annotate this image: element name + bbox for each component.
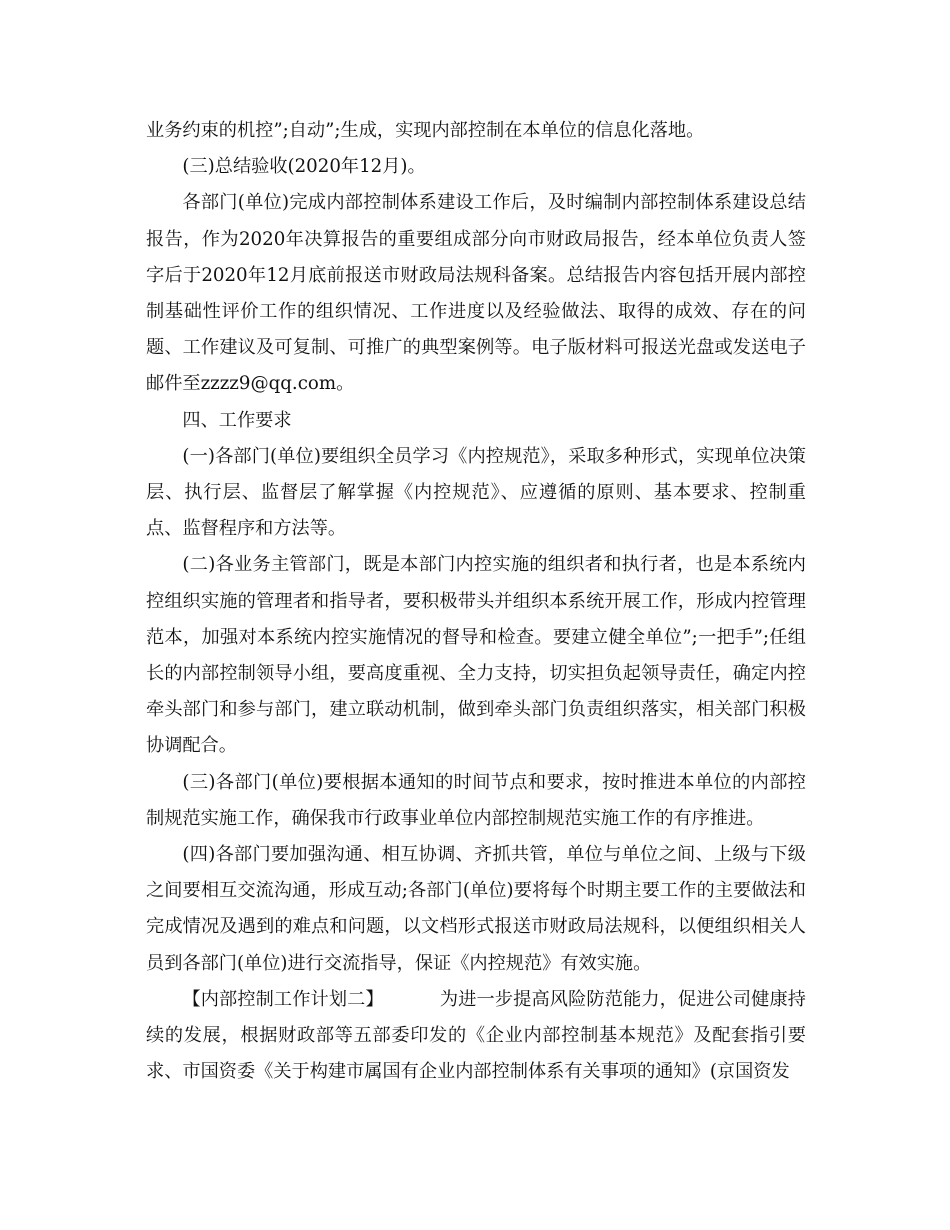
paragraph-requirement-1: (一)各部门(单位)要组织全员学习《内控规范》，采取多种形式，实现单位决策层、执行层、监督层了解掌握《内控规范》、应遵循的原则、基本要求、控制重点、监督程序和方法等。 xyxy=(146,445,806,540)
paragraph-requirement-3: (三)各部门(单位)要根据本通知的时间节点和要求，按时推进本单位的内部控制规范实施工作，确保我市行政事业单位内部控制规范实施工作的有序推进。 xyxy=(146,771,806,829)
paragraph-continuation: 业务约束的机控”;自动”;生成，实现内部控制在本单位的信息化落地。 xyxy=(146,120,705,141)
paragraph-summary-report: 各部门(单位)完成内部控制体系建设工作后，及时编制内部控制体系建设总结报告，作为2020年决算报告的重要组成部分向市财政局报告，经本单位负责人签字后于2020年12月底前报送市财政局法规科备案。总结报告内容包括开展内部控制基础性评价工作的组织情况、工作进度以及经验做法、取得的成效、存在的问题、工作建议及可复制、可推广的典型案例等。电子版材料可报送光盘或发送电子邮件至zzzz9@qq.com。 xyxy=(146,192,806,395)
paragraph-requirement-4: (四)各部门要加强沟通、相互协调、齐抓共管，单位与单位之间、上级与下级之间要相互交流沟通，形成互动;各部门(单位)要将每个时期主要工作的主要做法和完成情况及遇到的难点和问题，以文档形式报送市财政局法规科，以便组织相关人员到各部门(单位)进行交流指导，保证《内控规范》有效实施。 xyxy=(146,844,806,974)
plan-text: 为进一步提高风险防范能力，促进公司健康持续的发展，根据财政部等五部委印发的《企业内部控制基本规范》及配套指引要求、市国资委《关于构建市属国有企业内部控制体系有关事项的通知》(京国资发 xyxy=(146,988,806,1083)
paragraph-plan-two xyxy=(146,982,806,1091)
document-body xyxy=(146,113,806,1090)
section-heading-summary-acceptance: (三)总结验收(2020年12月)。 xyxy=(182,156,426,178)
paragraph-requirement-2: (二)各业务主管部门，既是本部门内控实施的组织者和执行者，也是本系统内控组织实施的管理者和指导者，要积极带头并组织本系统开展工作，形成内控管理范本，加强对本系统内控实施情况的督导和检查。要建立健全单位”;一把手”;任组长的内部控制领导小组，要高度重视、全力支持，切实担负起领导责任，确定内控牵头部门和参与部门，建立联动机制，做到牵头部门负责组织落实，相关部门积极协调配合。 xyxy=(146,554,806,757)
plan-heading: 【内部控制工作计划二】 xyxy=(182,988,384,1010)
section-heading-work-requirements: 四、工作要求 xyxy=(182,409,292,431)
